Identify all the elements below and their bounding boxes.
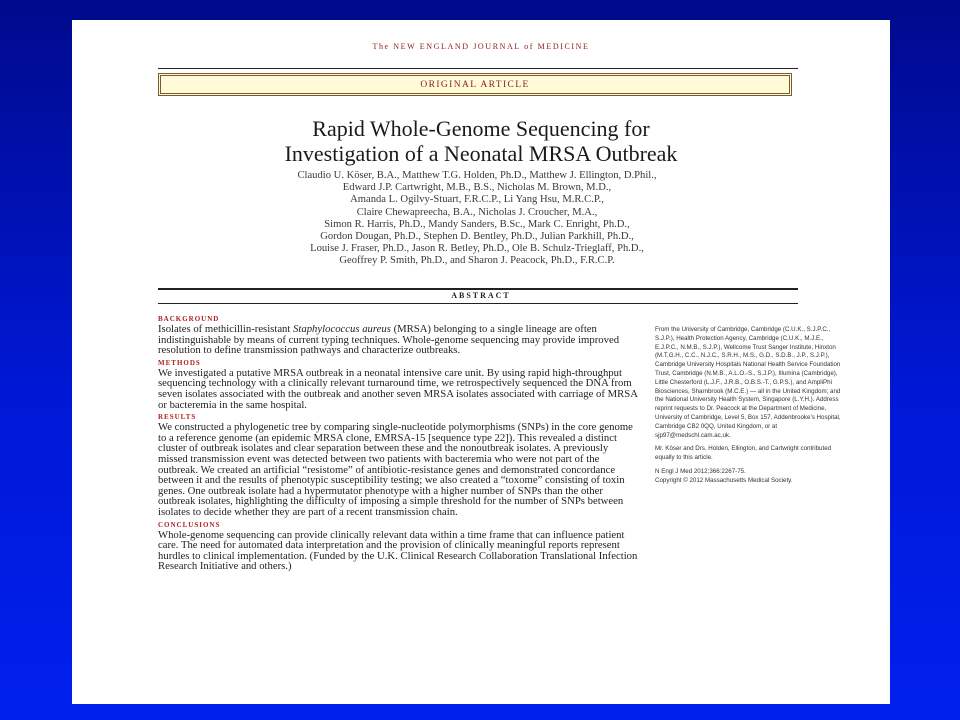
results-text: We constructed a phylogenetic tree by comparing single-nucleotide polymorphisms (SNPs) in the core genome to a reference genome (an epidemic MRSA clone, EMRSA-15 [sequence type 22]). This revealed a distinct cluster of outbreak isolates and clear separation between these and the nonoutbreak isolates. A previously missed transmission event was detected between two patients with bacteremia who were not part of the outbreak. We created an artificial “resistome” of antibiotic-resistance genes and demonstrated concordance between it and the results of phenotypic susceptibility testing; we also created a “toxome” consisting of toxin genes. One outbreak isolate had a hypermutator phenotype with a higher number of SNPs than the other outbreak isolates, highlighting the difficulty of imposing a simple threshold for the number of SNPs between isolates to decide whether they are part of a recent transmission chain. <box>158 421 633 518</box>
conclusions-heading: CONCLUSIONS <box>158 520 221 529</box>
affiliations-sidebar <box>655 326 845 486</box>
article-title-line-2: Investigation of a Neonatal MRSA Outbreak <box>284 141 678 166</box>
author-line: Gordon Dougan, Ph.D., Stephen D. Bentley, Ph.D., Julian Parkhill, Ph.D., <box>320 231 634 243</box>
author-list <box>167 170 787 268</box>
author-line: Louise J. Fraser, Ph.D., Jason R. Betley, Ph.D., Ole B. Schulz-Trieglaff, Ph.D., <box>310 243 644 255</box>
methods-text: We investigated a putative MRSA outbreak in a neonatal intensive care unit. By using rapid high-throughput sequencing technology with a clinically relevant turnaround time, we retrospectively sequenced the DNA from seven isolates associated with the outbreak and another seven MRSA isolates associated with carriage of MRSA or bacteremia in the same hospital. <box>158 366 638 411</box>
organism-name: Staphylococcus aureus <box>293 323 391 335</box>
author-line: Edward J.P. Cartwright, M.B., B.S., Nicholas M. Brown, M.D., <box>342 182 612 194</box>
citation-text: N Engl J Med 2012;366:2267-75. <box>655 467 746 475</box>
copyright-text: Copyright © 2012 Massachusetts Medical Society. <box>655 476 793 484</box>
methods-heading: METHODS <box>158 358 201 367</box>
results-heading: RESULTS <box>158 413 197 422</box>
affiliations-text: From the University of Cambridge, Cambridge (C.U.K., S.J.P.C., S.J.P.), Health Protection Agency, Cambridge (C.U.K., M.J.E., E.J.P.C., N.M.B., S.J.P.), Wellcome Trust Sanger Institute, Hinxton (M.T.G.H., C.C., N.J.C., S.R.H., M.S., G.D., S.D.B., J.P., S.J.P.), Cambridge University Hospitals National Health Service Foundation Trust, Cambridge (N.M.B., A.L.O.-S., S.J.P.), Illumina (Cambridge), Little Chesterford (L.J.F., J.R.B., O.B.S.-T., G.P.S.), and AmpliPhi Biosciences, Sharnbrook (M.C.E.) — all in the United Kingdom; and the National University Health System, Singapore (L.Y.H.). Address reprint requests to Dr. Peacock at the Department of Medicine, University of Cambridge, Level 5, Box 157, Addenbrooke’s Hospital, Cambridge CB2 0QQ, United Kingdom, or at sjp97@medschl.cam.ac.uk. <box>655 326 841 439</box>
article-page <box>72 20 890 704</box>
abstract-heading: ABSTRACT <box>451 291 511 300</box>
author-line: Claudio U. Köser, B.A., Matthew T.G. Holden, Ph.D., Matthew J. Ellington, D.Phil., <box>297 170 657 181</box>
author-line: Claire Chewapreecha, B.A., Nicholas J. Croucher, M.A., <box>356 206 598 218</box>
journal-header: The NEW ENGLAND JOURNAL of MEDICINE <box>372 42 590 51</box>
conclusions-text: Whole-genome sequencing can provide clinically relevant data within a time frame that can influence patient care. The need for automated data interpretation and the provision of clinically meaningful reports represent hurdles to clinical implementation. (Funded by the U.K. Clinical Research Collaboration Translational Infection Research Initiative and others.) <box>158 528 638 573</box>
background-text-part: Isolates of methicillin-resistant <box>158 323 294 335</box>
background-heading: BACKGROUND <box>158 315 220 323</box>
background-text <box>158 324 638 356</box>
contribution-note: Mr. Köser and Drs. Holden, Ellington, and Cartwright contributed equally to this article. <box>655 445 832 462</box>
author-line: Geoffrey P. Smith, Ph.D., and Sharon J. Peacock, Ph.D., F.R.C.P. <box>339 255 615 267</box>
article-title-line-1: Rapid Whole-Genome Sequencing for <box>312 116 650 141</box>
header-rule <box>158 68 798 69</box>
article-type-label: ORIGINAL ARTICLE <box>420 79 530 90</box>
abstract-main-column <box>158 312 638 572</box>
article-type-box <box>158 73 792 96</box>
author-line: Simon R. Harris, Ph.D., Mandy Sanders, B.Sc., Mark C. Enright, Ph.D., <box>324 218 630 230</box>
author-line: Amanda L. Ogilvy-Stuart, F.R.C.P., Li Yang Hsu, M.R.C.P., <box>350 194 604 206</box>
abstract-rule-top <box>158 288 798 290</box>
background-text-part: (MRSA) belonging to a single lineage are often indistinguishable by means of current typing techniques. Whole-genome sequencing may provide improved resolution to define transmission pathways and characterize outbreaks. <box>158 323 620 357</box>
abstract-rule-bottom <box>158 303 798 304</box>
